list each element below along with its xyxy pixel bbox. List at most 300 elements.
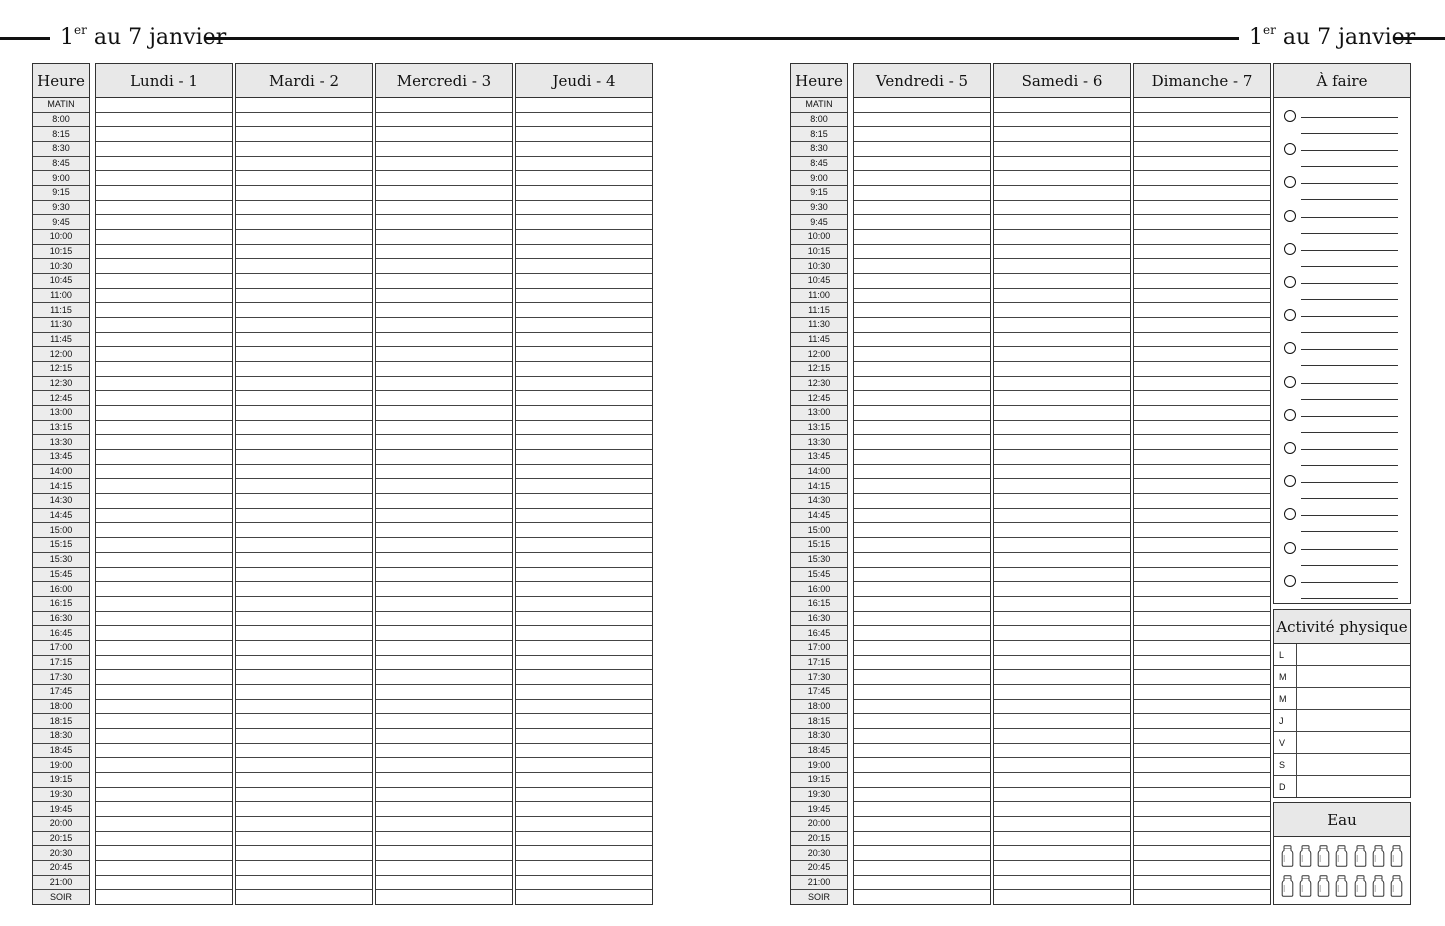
schedule-cell[interactable] — [1134, 215, 1270, 230]
schedule-cell[interactable] — [854, 333, 990, 348]
schedule-cell[interactable] — [854, 641, 990, 656]
schedule-cell[interactable] — [994, 832, 1130, 847]
checkbox-circle-icon[interactable] — [1284, 409, 1296, 421]
schedule-cell[interactable] — [516, 259, 652, 274]
schedule-cell[interactable] — [96, 729, 232, 744]
schedule-cell[interactable] — [994, 274, 1130, 289]
schedule-cell[interactable] — [994, 362, 1130, 377]
schedule-cell[interactable] — [854, 802, 990, 817]
checkbox-circle-icon[interactable] — [1284, 276, 1296, 288]
schedule-cell[interactable] — [516, 832, 652, 847]
schedule-cell[interactable] — [516, 450, 652, 465]
schedule-cell[interactable] — [854, 494, 990, 509]
schedule-cell[interactable] — [1134, 303, 1270, 318]
checkbox-circle-icon[interactable] — [1284, 376, 1296, 388]
schedule-cell[interactable] — [96, 714, 232, 729]
schedule-cell[interactable] — [236, 421, 372, 436]
schedule-cell[interactable] — [376, 245, 512, 260]
schedule-cell[interactable] — [1134, 318, 1270, 333]
schedule-cell[interactable] — [854, 700, 990, 715]
water-bottle-icon[interactable] — [1354, 875, 1367, 897]
schedule-cell[interactable] — [994, 744, 1130, 759]
schedule-cell[interactable] — [96, 171, 232, 186]
schedule-cell[interactable] — [994, 612, 1130, 627]
checkbox-circle-icon[interactable] — [1284, 542, 1296, 554]
schedule-cell[interactable] — [854, 656, 990, 671]
checkbox-circle-icon[interactable] — [1284, 342, 1296, 354]
schedule-cell[interactable] — [236, 494, 372, 509]
schedule-cell[interactable] — [994, 289, 1130, 304]
schedule-cell[interactable] — [376, 890, 512, 904]
schedule-cell[interactable] — [1134, 714, 1270, 729]
schedule-cell[interactable] — [236, 832, 372, 847]
schedule-cell[interactable] — [1134, 465, 1270, 480]
schedule-cell[interactable] — [236, 318, 372, 333]
schedule-cell[interactable] — [376, 846, 512, 861]
schedule-cell[interactable] — [376, 303, 512, 318]
schedule-cell[interactable] — [236, 347, 372, 362]
schedule-cell[interactable] — [994, 582, 1130, 597]
schedule-cell[interactable] — [236, 113, 372, 128]
schedule-cell[interactable] — [854, 303, 990, 318]
schedule-cell[interactable] — [854, 773, 990, 788]
schedule-cell[interactable] — [854, 230, 990, 245]
schedule-cell[interactable] — [854, 435, 990, 450]
schedule-cell[interactable] — [236, 230, 372, 245]
schedule-cell[interactable] — [854, 201, 990, 216]
schedule-cell[interactable] — [96, 230, 232, 245]
schedule-cell[interactable] — [376, 509, 512, 524]
schedule-cell[interactable] — [854, 846, 990, 861]
checkbox-circle-icon[interactable] — [1284, 442, 1296, 454]
schedule-cell[interactable] — [1134, 259, 1270, 274]
schedule-cell[interactable] — [994, 435, 1130, 450]
schedule-cell[interactable] — [1134, 186, 1270, 201]
schedule-cell[interactable] — [854, 274, 990, 289]
schedule-cell[interactable] — [516, 127, 652, 142]
schedule-cell[interactable] — [236, 465, 372, 480]
schedule-cell[interactable] — [236, 215, 372, 230]
schedule-cell[interactable] — [1134, 582, 1270, 597]
schedule-cell[interactable] — [376, 479, 512, 494]
schedule-cell[interactable] — [1134, 832, 1270, 847]
schedule-cell[interactable] — [1134, 758, 1270, 773]
schedule-cell[interactable] — [376, 406, 512, 421]
schedule-cell[interactable] — [96, 450, 232, 465]
schedule-cell[interactable] — [1134, 568, 1270, 583]
schedule-cell[interactable] — [516, 201, 652, 216]
schedule-cell[interactable] — [516, 303, 652, 318]
schedule-cell[interactable] — [994, 186, 1130, 201]
schedule-cell[interactable] — [516, 523, 652, 538]
schedule-cell[interactable] — [516, 817, 652, 832]
schedule-cell[interactable] — [994, 113, 1130, 128]
todo-item[interactable] — [1274, 271, 1410, 301]
schedule-cell[interactable] — [516, 846, 652, 861]
schedule-cell[interactable] — [516, 670, 652, 685]
schedule-cell[interactable] — [376, 656, 512, 671]
schedule-cell[interactable] — [994, 303, 1130, 318]
schedule-cell[interactable] — [96, 421, 232, 436]
schedule-cell[interactable] — [376, 670, 512, 685]
schedule-cell[interactable] — [516, 729, 652, 744]
schedule-cell[interactable] — [994, 861, 1130, 876]
checkbox-circle-icon[interactable] — [1284, 475, 1296, 487]
schedule-cell[interactable] — [376, 744, 512, 759]
schedule-cell[interactable] — [96, 494, 232, 509]
activity-entry-cell[interactable] — [1297, 732, 1410, 753]
schedule-cell[interactable] — [236, 303, 372, 318]
schedule-cell[interactable] — [376, 832, 512, 847]
schedule-cell[interactable] — [96, 832, 232, 847]
schedule-cell[interactable] — [376, 421, 512, 436]
schedule-cell[interactable] — [854, 832, 990, 847]
schedule-cell[interactable] — [516, 597, 652, 612]
schedule-cell[interactable] — [854, 98, 990, 113]
schedule-cell[interactable] — [96, 245, 232, 260]
schedule-cell[interactable] — [854, 729, 990, 744]
activity-entry-cell[interactable] — [1297, 666, 1410, 687]
schedule-cell[interactable] — [376, 494, 512, 509]
checkbox-circle-icon[interactable] — [1284, 176, 1296, 188]
schedule-cell[interactable] — [96, 127, 232, 142]
schedule-cell[interactable] — [96, 568, 232, 583]
activity-entry-cell[interactable] — [1297, 644, 1410, 665]
todo-item[interactable] — [1274, 503, 1410, 533]
schedule-cell[interactable] — [1134, 245, 1270, 260]
schedule-cell[interactable] — [516, 377, 652, 392]
schedule-cell[interactable] — [376, 142, 512, 157]
schedule-cell[interactable] — [376, 538, 512, 553]
schedule-cell[interactable] — [96, 846, 232, 861]
schedule-cell[interactable] — [236, 890, 372, 904]
schedule-cell[interactable] — [1134, 362, 1270, 377]
schedule-cell[interactable] — [994, 523, 1130, 538]
schedule-cell[interactable] — [854, 186, 990, 201]
water-bottle-icon[interactable] — [1372, 875, 1385, 897]
schedule-cell[interactable] — [516, 113, 652, 128]
activity-entry-cell[interactable] — [1297, 754, 1410, 775]
schedule-cell[interactable] — [516, 626, 652, 641]
schedule-cell[interactable] — [236, 788, 372, 803]
schedule-cell[interactable] — [96, 523, 232, 538]
schedule-cell[interactable] — [994, 538, 1130, 553]
todo-item[interactable] — [1274, 371, 1410, 401]
schedule-cell[interactable] — [516, 479, 652, 494]
schedule-cell[interactable] — [1134, 729, 1270, 744]
schedule-cell[interactable] — [1134, 817, 1270, 832]
schedule-cell[interactable] — [854, 890, 990, 904]
schedule-cell[interactable] — [516, 890, 652, 904]
schedule-cell[interactable] — [516, 245, 652, 260]
schedule-cell[interactable] — [854, 670, 990, 685]
todo-item[interactable] — [1274, 138, 1410, 168]
checkbox-circle-icon[interactable] — [1284, 243, 1296, 255]
schedule-cell[interactable] — [236, 553, 372, 568]
schedule-cell[interactable] — [994, 509, 1130, 524]
schedule-cell[interactable] — [994, 641, 1130, 656]
schedule-cell[interactable] — [376, 714, 512, 729]
schedule-cell[interactable] — [1134, 538, 1270, 553]
todo-item[interactable] — [1274, 570, 1410, 600]
schedule-cell[interactable] — [96, 744, 232, 759]
schedule-cell[interactable] — [1134, 597, 1270, 612]
schedule-cell[interactable] — [96, 215, 232, 230]
schedule-cell[interactable] — [994, 817, 1130, 832]
schedule-cell[interactable] — [236, 685, 372, 700]
schedule-cell[interactable] — [376, 157, 512, 172]
schedule-cell[interactable] — [96, 788, 232, 803]
schedule-cell[interactable] — [516, 347, 652, 362]
schedule-cell[interactable] — [96, 700, 232, 715]
todo-item[interactable] — [1274, 337, 1410, 367]
schedule-cell[interactable] — [236, 758, 372, 773]
schedule-cell[interactable] — [236, 582, 372, 597]
schedule-cell[interactable] — [236, 523, 372, 538]
schedule-cell[interactable] — [516, 861, 652, 876]
schedule-cell[interactable] — [516, 215, 652, 230]
schedule-cell[interactable] — [376, 758, 512, 773]
schedule-cell[interactable] — [376, 582, 512, 597]
schedule-cell[interactable] — [994, 890, 1130, 904]
schedule-cell[interactable] — [994, 758, 1130, 773]
water-bottle-icon[interactable] — [1354, 845, 1367, 867]
schedule-cell[interactable] — [994, 700, 1130, 715]
schedule-cell[interactable] — [1134, 773, 1270, 788]
schedule-cell[interactable] — [236, 846, 372, 861]
schedule-cell[interactable] — [96, 685, 232, 700]
schedule-cell[interactable] — [854, 113, 990, 128]
schedule-cell[interactable] — [994, 377, 1130, 392]
schedule-cell[interactable] — [994, 142, 1130, 157]
schedule-cell[interactable] — [376, 641, 512, 656]
schedule-cell[interactable] — [994, 626, 1130, 641]
schedule-cell[interactable] — [236, 289, 372, 304]
schedule-cell[interactable] — [854, 479, 990, 494]
schedule-cell[interactable] — [1134, 450, 1270, 465]
schedule-cell[interactable] — [854, 861, 990, 876]
schedule-cell[interactable] — [516, 186, 652, 201]
schedule-cell[interactable] — [236, 626, 372, 641]
schedule-cell[interactable] — [1134, 171, 1270, 186]
schedule-cell[interactable] — [994, 259, 1130, 274]
schedule-cell[interactable] — [854, 171, 990, 186]
schedule-cell[interactable] — [1134, 377, 1270, 392]
schedule-cell[interactable] — [994, 597, 1130, 612]
schedule-cell[interactable] — [376, 802, 512, 817]
schedule-cell[interactable] — [516, 435, 652, 450]
todo-item[interactable] — [1274, 404, 1410, 434]
schedule-cell[interactable] — [516, 421, 652, 436]
schedule-cell[interactable] — [516, 171, 652, 186]
schedule-cell[interactable] — [994, 773, 1130, 788]
todo-item[interactable] — [1274, 205, 1410, 235]
schedule-cell[interactable] — [96, 890, 232, 904]
schedule-cell[interactable] — [96, 274, 232, 289]
schedule-cell[interactable] — [96, 377, 232, 392]
schedule-cell[interactable] — [516, 406, 652, 421]
schedule-cell[interactable] — [96, 157, 232, 172]
schedule-cell[interactable] — [96, 98, 232, 113]
schedule-cell[interactable] — [516, 685, 652, 700]
schedule-cell[interactable] — [236, 201, 372, 216]
water-bottle-icon[interactable] — [1281, 845, 1294, 867]
schedule-cell[interactable] — [854, 215, 990, 230]
schedule-cell[interactable] — [376, 215, 512, 230]
schedule-cell[interactable] — [236, 729, 372, 744]
schedule-cell[interactable] — [516, 142, 652, 157]
schedule-cell[interactable] — [1134, 846, 1270, 861]
schedule-cell[interactable] — [236, 479, 372, 494]
schedule-cell[interactable] — [376, 685, 512, 700]
schedule-cell[interactable] — [376, 113, 512, 128]
schedule-cell[interactable] — [236, 568, 372, 583]
schedule-cell[interactable] — [376, 861, 512, 876]
schedule-cell[interactable] — [994, 127, 1130, 142]
schedule-cell[interactable] — [96, 861, 232, 876]
schedule-cell[interactable] — [994, 421, 1130, 436]
water-bottle-icon[interactable] — [1372, 845, 1385, 867]
schedule-cell[interactable] — [516, 876, 652, 891]
water-bottle-icon[interactable] — [1281, 875, 1294, 897]
schedule-cell[interactable] — [516, 773, 652, 788]
schedule-cell[interactable] — [516, 553, 652, 568]
schedule-cell[interactable] — [1134, 523, 1270, 538]
schedule-cell[interactable] — [376, 817, 512, 832]
schedule-cell[interactable] — [994, 714, 1130, 729]
schedule-cell[interactable] — [376, 612, 512, 627]
schedule-cell[interactable] — [854, 744, 990, 759]
schedule-cell[interactable] — [854, 377, 990, 392]
schedule-cell[interactable] — [1134, 656, 1270, 671]
schedule-cell[interactable] — [236, 817, 372, 832]
schedule-cell[interactable] — [96, 303, 232, 318]
schedule-cell[interactable] — [994, 245, 1130, 260]
checkbox-circle-icon[interactable] — [1284, 143, 1296, 155]
schedule-cell[interactable] — [854, 758, 990, 773]
schedule-cell[interactable] — [376, 450, 512, 465]
schedule-cell[interactable] — [1134, 142, 1270, 157]
schedule-cell[interactable] — [1134, 700, 1270, 715]
schedule-cell[interactable] — [854, 289, 990, 304]
schedule-cell[interactable] — [854, 509, 990, 524]
schedule-cell[interactable] — [994, 846, 1130, 861]
schedule-cell[interactable] — [236, 641, 372, 656]
schedule-cell[interactable] — [854, 626, 990, 641]
schedule-cell[interactable] — [96, 362, 232, 377]
schedule-cell[interactable] — [516, 582, 652, 597]
schedule-cell[interactable] — [994, 98, 1130, 113]
checkbox-circle-icon[interactable] — [1284, 508, 1296, 520]
schedule-cell[interactable] — [96, 186, 232, 201]
schedule-cell[interactable] — [376, 230, 512, 245]
schedule-cell[interactable] — [1134, 230, 1270, 245]
schedule-cell[interactable] — [96, 626, 232, 641]
schedule-cell[interactable] — [236, 700, 372, 715]
schedule-cell[interactable] — [236, 142, 372, 157]
schedule-cell[interactable] — [236, 186, 372, 201]
todo-item[interactable] — [1274, 437, 1410, 467]
todo-item[interactable] — [1274, 171, 1410, 201]
activity-entry-cell[interactable] — [1297, 776, 1410, 797]
schedule-cell[interactable] — [854, 465, 990, 480]
schedule-cell[interactable] — [236, 509, 372, 524]
todo-item[interactable] — [1274, 537, 1410, 567]
schedule-cell[interactable] — [1134, 435, 1270, 450]
schedule-cell[interactable] — [854, 538, 990, 553]
schedule-cell[interactable] — [376, 729, 512, 744]
schedule-cell[interactable] — [1134, 479, 1270, 494]
schedule-cell[interactable] — [854, 817, 990, 832]
schedule-cell[interactable] — [376, 391, 512, 406]
schedule-cell[interactable] — [516, 656, 652, 671]
schedule-cell[interactable] — [236, 612, 372, 627]
schedule-cell[interactable] — [994, 318, 1130, 333]
schedule-cell[interactable] — [854, 391, 990, 406]
schedule-cell[interactable] — [854, 876, 990, 891]
schedule-cell[interactable] — [236, 406, 372, 421]
schedule-cell[interactable] — [96, 612, 232, 627]
schedule-cell[interactable] — [1134, 157, 1270, 172]
schedule-cell[interactable] — [1134, 612, 1270, 627]
schedule-cell[interactable] — [376, 523, 512, 538]
schedule-cell[interactable] — [236, 538, 372, 553]
schedule-cell[interactable] — [96, 113, 232, 128]
schedule-cell[interactable] — [1134, 98, 1270, 113]
schedule-cell[interactable] — [1134, 626, 1270, 641]
schedule-cell[interactable] — [236, 127, 372, 142]
schedule-cell[interactable] — [516, 362, 652, 377]
schedule-cell[interactable] — [854, 714, 990, 729]
schedule-cell[interactable] — [994, 201, 1130, 216]
schedule-cell[interactable] — [96, 509, 232, 524]
schedule-cell[interactable] — [96, 758, 232, 773]
todo-item[interactable] — [1274, 304, 1410, 334]
schedule-cell[interactable] — [376, 465, 512, 480]
schedule-cell[interactable] — [994, 656, 1130, 671]
schedule-cell[interactable] — [236, 245, 372, 260]
schedule-cell[interactable] — [994, 802, 1130, 817]
checkbox-circle-icon[interactable] — [1284, 575, 1296, 587]
schedule-cell[interactable] — [96, 641, 232, 656]
schedule-cell[interactable] — [376, 788, 512, 803]
schedule-cell[interactable] — [1134, 494, 1270, 509]
schedule-cell[interactable] — [1134, 802, 1270, 817]
schedule-cell[interactable] — [516, 509, 652, 524]
schedule-cell[interactable] — [96, 435, 232, 450]
schedule-cell[interactable] — [376, 171, 512, 186]
schedule-cell[interactable] — [994, 406, 1130, 421]
schedule-cell[interactable] — [236, 333, 372, 348]
schedule-cell[interactable] — [994, 391, 1130, 406]
schedule-cell[interactable] — [854, 421, 990, 436]
schedule-cell[interactable] — [236, 861, 372, 876]
schedule-cell[interactable] — [236, 435, 372, 450]
schedule-cell[interactable] — [994, 788, 1130, 803]
schedule-cell[interactable] — [1134, 788, 1270, 803]
schedule-cell[interactable] — [854, 318, 990, 333]
schedule-cell[interactable] — [854, 523, 990, 538]
schedule-cell[interactable] — [516, 274, 652, 289]
schedule-cell[interactable] — [994, 670, 1130, 685]
schedule-cell[interactable] — [236, 377, 372, 392]
schedule-cell[interactable] — [854, 259, 990, 274]
schedule-cell[interactable] — [236, 274, 372, 289]
schedule-cell[interactable] — [236, 362, 372, 377]
schedule-cell[interactable] — [236, 450, 372, 465]
schedule-cell[interactable] — [854, 685, 990, 700]
schedule-cell[interactable] — [96, 465, 232, 480]
